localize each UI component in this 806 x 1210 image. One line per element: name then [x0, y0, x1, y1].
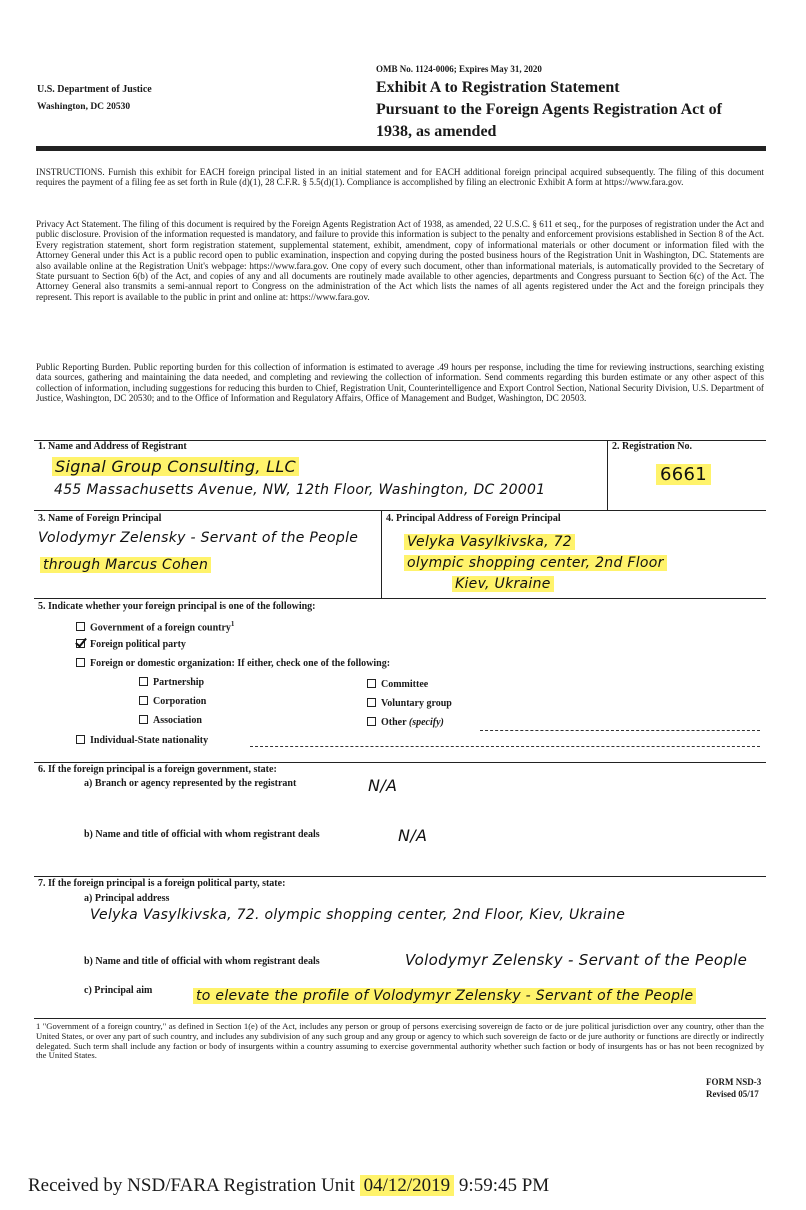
principal-address-line1: Velyka Vasylkivska, 72: [404, 534, 575, 550]
field7c-label: c) Principal aim: [84, 985, 153, 996]
registrant-address: 455 Massachusetts Avenue, NW, 12th Floor, Washington, DC 20001: [54, 482, 546, 498]
option-corporation-label: Corporation: [153, 696, 207, 707]
field6-label: 6. If the foreign principal is a foreign government, state:: [38, 764, 277, 775]
option-organization[interactable]: [76, 658, 390, 669]
header-rule: [36, 146, 766, 151]
rule-divider-3-4: [381, 510, 382, 598]
form-title-line2: Pursuant to the Foreign Agents Registration Act of: [376, 101, 722, 118]
field6b-value: N/A: [398, 826, 428, 845]
received-date: 04/12/2019: [360, 1175, 455, 1196]
option-other[interactable]: [367, 717, 444, 728]
field2-label: 2. Registration No.: [612, 441, 692, 452]
option-party-label: Foreign political party: [90, 639, 186, 650]
option-organization-label: Foreign or domestic organization: If either, check one of the following:: [90, 658, 391, 669]
option-committee[interactable]: [367, 679, 428, 690]
rule-top-field3: [34, 510, 766, 511]
registrant-name: Signal Group Consulting, LLC: [52, 457, 299, 476]
rule-top-field6: [34, 762, 766, 763]
checkbox-other[interactable]: [367, 717, 376, 726]
field6a-value: N/A: [368, 776, 398, 795]
received-prefix: Received by NSD/FARA Registration Unit: [28, 1175, 355, 1196]
form-title-line1: Exhibit A to Registration Statement: [376, 79, 620, 96]
field7-label: 7. If the foreign principal is a foreign political party, state:: [38, 878, 286, 889]
field4-label: 4. Principal Address of Foreign Principal: [386, 513, 561, 524]
field7a-label: a) Principal address: [84, 893, 170, 904]
field3-label: 3. Name of Foreign Principal: [38, 513, 162, 524]
footnote-marker: 1: [230, 620, 235, 628]
registration-number: 6661: [656, 464, 711, 485]
option-committee-label: Committee: [381, 679, 429, 690]
rule-top-field5: [34, 598, 766, 599]
checkbox-government[interactable]: [76, 622, 85, 631]
option-other-specify: (specify): [408, 717, 444, 728]
footnote-text: 1 "Government of a foreign country," as defined in Section 1(e) of the Act, includes any person or group of persons exercising sovereign de facto or de jure political jurisdiction over any country, other than the United States, or over any part of such country, and includes any subdivision of any such group and any group or agency to which such sovereign de facto or de jure authority or functions are directly or indirectly delegated. Such term shall include any faction or body of insurgents within a country assuming to exercise governmental authority whether such faction or body of insurgents has or has not been recognized by the United States.: [36, 1021, 764, 1061]
checkbox-corporation[interactable]: [139, 696, 148, 705]
burden-text: Public Reporting Burden. Public reporting burden for this collection of information is estimated to average .49 hours per response, including the time for reviewing instructions, searching existing data sources, gathering and maintaining the data needed, and completing and reviewing the collection of information. Send comments regarding this burden estimate or any other aspect of this collection of information, including suggestions for reducing this burden to Chief, Registration Unit, Counterintelligence and Export Control Section, National Security Division, U.S. Department of Justice, Washington, DC 20530; and to the Office of Information and Regulatory Affairs, Office of Management and Budget, Washington, DC 20503.: [36, 362, 764, 404]
option-association-label: Association: [153, 715, 202, 726]
instructions-text: INSTRUCTIONS. Furnish this exhibit for EACH foreign principal listed in an initial statement and for EACH additional foreign principal acquired subsequently. The filing of this document requires the payment of a filing fee as set forth in Rule (d)(1), 28 C.F.R. § 5.5(d)(1). Compliance is accomplished by filing an electronic Exhibit A form at https://www.fara.gov.: [36, 167, 764, 188]
rule-divider-1-2: [607, 440, 608, 510]
option-government[interactable]: [76, 620, 234, 633]
checkbox-voluntary-group[interactable]: [367, 698, 376, 707]
option-voluntary-label: Voluntary group: [381, 698, 452, 709]
option-foreign-political-party[interactable]: [76, 639, 186, 650]
foreign-principal-name: Volodymyr Zelensky - Servant of the People: [38, 530, 359, 546]
form-title-line3: 1938, as amended: [376, 123, 497, 140]
option-association[interactable]: [139, 715, 202, 726]
department-name: U.S. Department of Justice: [37, 84, 152, 95]
option-government-label: Government of a foreign country: [90, 622, 231, 634]
other-specify-line[interactable]: [480, 730, 760, 731]
foreign-principal-through: through Marcus Cohen: [40, 557, 211, 573]
field7b-label: b) Name and title of official with whom registrant deals: [84, 956, 320, 967]
field6a-label: a) Branch or agency represented by the registrant: [84, 778, 297, 789]
option-partnership[interactable]: [139, 677, 204, 688]
checkbox-committee[interactable]: [367, 679, 376, 688]
checkbox-foreign-political-party[interactable]: [76, 639, 85, 648]
option-individual-label: Individual-State nationality: [90, 735, 209, 746]
form-number: FORM NSD-3: [706, 1077, 762, 1087]
option-voluntary-group[interactable]: [367, 698, 452, 709]
omb-number: OMB No. 1124-0006; Expires May 31, 2020: [376, 64, 542, 74]
field5-label: 5. Indicate whether your foreign principal is one of the following:: [38, 601, 316, 612]
received-stamp: [28, 1175, 549, 1197]
privacy-act-text: Privacy Act Statement. The filing of this document is required by the Foreign Agents Registration Act of 1938, as amended, 22 U.S.C. § 611 et seq., for the purposes of registration under the Act and public disclosure. Provision of the information requested is mandatory, and failure to provide this information is subject to the penalty and enforcement provisions established in Section 8 of the Act. Every registration statement, short form registration statement, supplemental statement, exhibit, amendment, copy of informational materials or other document or information filed with the Attorney General under this Act is a public record open to public examination, inspection and copying during the posted business hours of the Registration Unit in Washington, DC. Statements are also available online at the Registration Unit's webpage: https://www.fara.gov. One copy of every such document, other than informational materials, is automatically provided to the Secretary of State pursuant to Section 6(b) of the Act, and copies of any and all documents are routinely made available to other agencies, departments and Congress pursuant to Section 6(c) of the Act. The Attorney General also transmits a semi-annual report to Congress on the administration of the Act which lists the names of all agents registered under the Act and the foreign principals they represent. This report is available to the public in print and online at: https://www.fara.gov.: [36, 219, 764, 302]
checkbox-partnership[interactable]: [139, 677, 148, 686]
field7a-value: Velyka Vasylkivska, 72. olympic shopping center, 2nd Floor, Kiev, Ukraine: [90, 907, 626, 923]
principal-address-line3: Kiev, Ukraine: [452, 576, 554, 592]
form-revised: Revised 05/17: [706, 1089, 759, 1099]
option-partnership-label: Partnership: [153, 677, 205, 688]
field7c-value: to elevate the profile of Volodymyr Zelensky - Servant of the People: [193, 988, 696, 1004]
checkbox-association[interactable]: [139, 715, 148, 724]
department-city: Washington, DC 20530: [37, 102, 131, 112]
rule-top-footnote: [34, 1018, 766, 1019]
rule-top-field7: [34, 876, 766, 877]
received-time: 9:59:45 PM: [458, 1175, 550, 1196]
option-corporation[interactable]: [139, 696, 206, 707]
option-other-label: Other: [381, 717, 407, 728]
principal-address-line2: olympic shopping center, 2nd Floor: [404, 555, 667, 571]
field7b-value: Volodymyr Zelensky - Servant of the People: [405, 951, 748, 969]
field1-label: 1. Name and Address of Registrant: [38, 441, 187, 452]
nationality-line[interactable]: [250, 746, 760, 747]
checkbox-organization[interactable]: [76, 658, 85, 667]
field6b-label: b) Name and title of official with whom registrant deals: [84, 829, 320, 840]
option-individual[interactable]: [76, 735, 208, 746]
checkbox-individual[interactable]: [76, 735, 85, 744]
